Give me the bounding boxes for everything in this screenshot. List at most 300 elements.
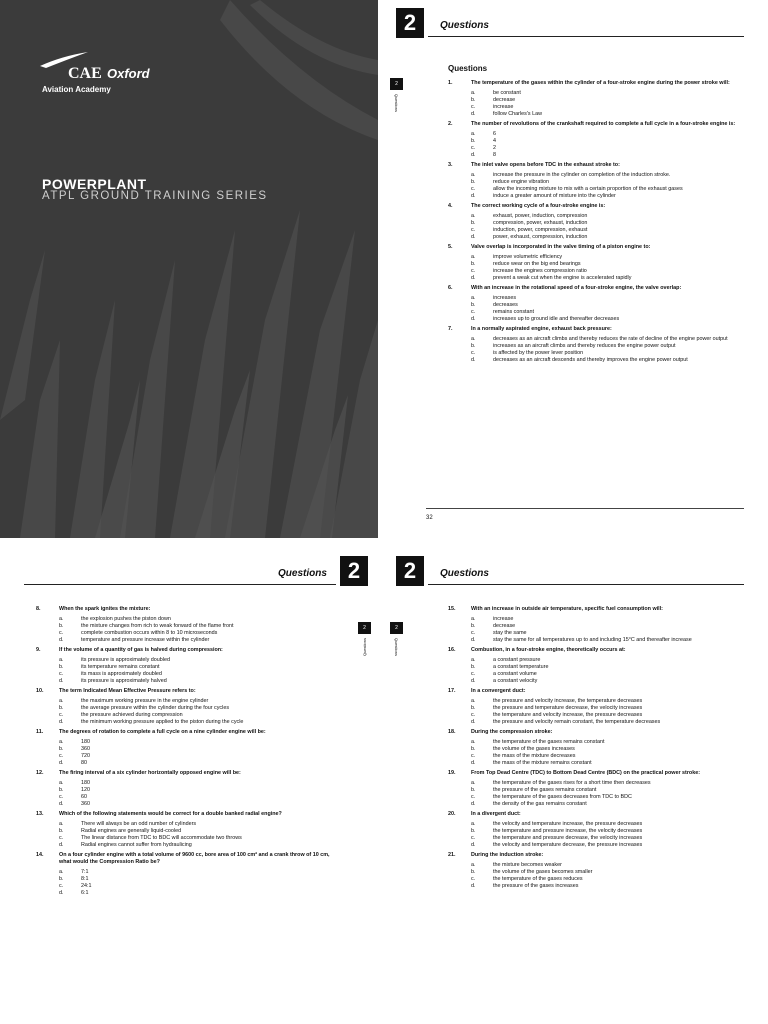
question-number: 5. bbox=[448, 244, 453, 250]
page-questions-15-21 bbox=[388, 548, 768, 1024]
option-letter: a. bbox=[471, 698, 476, 704]
option-text: stay the same bbox=[493, 630, 527, 636]
answer-option bbox=[59, 869, 336, 876]
option-letter: c. bbox=[59, 630, 64, 636]
answer-option bbox=[59, 835, 336, 842]
answer-option bbox=[471, 787, 748, 794]
option-text: the temperature of the gases decreases from TDC to BDC bbox=[493, 794, 632, 800]
answer-option bbox=[471, 193, 744, 200]
answer-option bbox=[471, 678, 748, 685]
option-letter: b. bbox=[471, 261, 476, 267]
question-item bbox=[448, 770, 748, 808]
option-text: 2 bbox=[493, 145, 496, 151]
option-text: the temperature and pressure increase, the velocity decreases bbox=[493, 828, 643, 834]
answer-option bbox=[471, 637, 748, 644]
option-text: induce a greater amount of mixture into the cylinder bbox=[493, 193, 616, 199]
option-text: a constant volume bbox=[493, 671, 537, 677]
question-item bbox=[448, 285, 744, 323]
option-letter: b. bbox=[59, 746, 64, 752]
question-number: 18. bbox=[448, 729, 456, 735]
option-text: reduce wear on the big end bearings bbox=[493, 261, 581, 267]
side-label: Questions bbox=[394, 94, 399, 113]
footer-rule bbox=[426, 508, 744, 509]
answer-option bbox=[471, 179, 744, 186]
question-number: 6. bbox=[448, 285, 453, 291]
answer-option bbox=[471, 261, 744, 268]
answer-option bbox=[471, 145, 744, 152]
option-text: decreases as an aircraft climbs and thereby reduces the rate of decline of the engine power output bbox=[493, 336, 728, 342]
option-text: 8:1 bbox=[81, 876, 89, 882]
option-text: power, exhaust, compression, induction bbox=[493, 234, 588, 240]
option-text: the mixture changes from rich to weak forward of the flame front bbox=[81, 623, 234, 629]
option-text: the velocity and temperature decrease, the pressure increases bbox=[493, 842, 643, 848]
option-letter: b. bbox=[471, 746, 476, 752]
option-letter: a. bbox=[471, 90, 476, 96]
option-text: the maximum working pressure in the engine cylinder bbox=[81, 698, 209, 704]
question-item bbox=[448, 326, 744, 364]
answer-option bbox=[471, 835, 748, 842]
question-number: 7. bbox=[448, 326, 453, 332]
side-tab: 2 bbox=[358, 622, 371, 634]
option-letter: d. bbox=[471, 637, 476, 643]
question-item bbox=[448, 811, 748, 849]
answer-option bbox=[471, 623, 748, 630]
question-text: Valve overlap is incorporated in the valve timing of a piston engine to: bbox=[471, 244, 651, 250]
option-letter: d. bbox=[59, 760, 64, 766]
question-text: The correct working cycle of a four-stroke engine is: bbox=[471, 203, 606, 209]
option-letter: d. bbox=[471, 760, 476, 766]
question-text: In a convergent duct: bbox=[471, 688, 526, 694]
option-text: the volume of the gases increases bbox=[493, 746, 575, 752]
side-label: Questions bbox=[362, 638, 367, 657]
question-number: 13. bbox=[36, 811, 44, 817]
question-list bbox=[448, 606, 748, 893]
header-title: Questions bbox=[440, 20, 489, 31]
option-text: the temperature of the gases remains constant bbox=[493, 739, 605, 745]
option-letter: b. bbox=[471, 343, 476, 349]
option-text: its mass is approximately doubled bbox=[81, 671, 162, 677]
page-number: 32 bbox=[426, 515, 433, 521]
option-text: allow the incoming mixture to mix with a certain proportion of the exhaust gases bbox=[493, 186, 683, 192]
answer-option bbox=[59, 637, 336, 644]
question-list bbox=[448, 80, 744, 367]
option-text: decrease bbox=[493, 97, 516, 103]
option-text: 360 bbox=[81, 746, 90, 752]
option-text: increase bbox=[493, 616, 514, 622]
option-letter: a. bbox=[471, 213, 476, 219]
answer-option bbox=[59, 705, 336, 712]
answer-option bbox=[471, 343, 744, 350]
question-number: 12. bbox=[36, 770, 44, 776]
question-item bbox=[448, 80, 744, 118]
option-text: the temperature of the gases reduces bbox=[493, 876, 583, 882]
option-text: 80 bbox=[81, 760, 87, 766]
option-letter: a. bbox=[59, 616, 64, 622]
cover-title: POWERPLANT bbox=[42, 176, 147, 192]
answer-option bbox=[471, 698, 748, 705]
answer-option bbox=[471, 152, 744, 159]
option-letter: d. bbox=[59, 678, 64, 684]
option-letter: b. bbox=[471, 828, 476, 834]
logo-brand: CAE bbox=[68, 65, 102, 82]
option-letter: c. bbox=[471, 630, 476, 636]
logo-academy: Aviation Academy bbox=[42, 85, 111, 94]
answer-option bbox=[59, 876, 336, 883]
header-rule bbox=[428, 584, 744, 585]
answer-option bbox=[471, 760, 748, 767]
question-text: With an increase in the rotational speed of a four-stroke engine, the valve overlap: bbox=[471, 285, 682, 291]
question-item bbox=[448, 688, 748, 726]
option-letter: c. bbox=[471, 268, 476, 274]
question-item bbox=[448, 729, 748, 767]
page-questions-8-14 bbox=[0, 548, 378, 1024]
question-number: 16. bbox=[448, 647, 456, 653]
option-text: its temperature remains constant bbox=[81, 664, 160, 670]
answer-option bbox=[471, 172, 744, 179]
option-letter: d. bbox=[59, 719, 64, 725]
option-letter: a. bbox=[59, 869, 64, 875]
answer-option bbox=[471, 862, 748, 869]
option-letter: b. bbox=[59, 623, 64, 629]
question-text: With an increase in outside air temperature, specific fuel consumption will: bbox=[471, 606, 663, 612]
option-text: the temperature and velocity increase, the pressure decreases bbox=[493, 712, 643, 718]
answer-option bbox=[471, 630, 748, 637]
answer-option bbox=[471, 876, 748, 883]
answer-option bbox=[471, 186, 744, 193]
answer-option bbox=[471, 883, 748, 890]
answer-option bbox=[471, 97, 744, 104]
answer-option bbox=[471, 739, 748, 746]
answer-option bbox=[59, 753, 336, 760]
option-letter: b. bbox=[59, 876, 64, 882]
option-letter: a. bbox=[59, 698, 64, 704]
option-letter: c. bbox=[471, 671, 476, 677]
answer-option bbox=[471, 705, 748, 712]
option-text: a constant velocity bbox=[493, 678, 538, 684]
option-letter: b. bbox=[59, 787, 64, 793]
option-text: 24:1 bbox=[81, 883, 92, 889]
option-letter: c. bbox=[471, 309, 476, 315]
answer-option bbox=[59, 760, 336, 767]
option-letter: c. bbox=[471, 753, 476, 759]
answer-option bbox=[471, 746, 748, 753]
question-number: 21. bbox=[448, 852, 456, 858]
option-letter: c. bbox=[471, 104, 476, 110]
option-letter: a. bbox=[59, 657, 64, 663]
option-text: the pressure and temperature decrease, the velocity increases bbox=[493, 705, 643, 711]
option-text: 360 bbox=[81, 801, 90, 807]
option-letter: b. bbox=[59, 705, 64, 711]
question-number: 14. bbox=[36, 852, 44, 858]
option-text: the pressure of the gases increases bbox=[493, 883, 579, 889]
answer-option bbox=[59, 780, 336, 787]
option-text: There will always be an odd number of cylinders bbox=[81, 821, 197, 827]
answer-option bbox=[471, 111, 744, 118]
option-text: the mixture becomes weaker bbox=[493, 862, 562, 868]
question-item bbox=[36, 852, 336, 897]
question-item bbox=[36, 770, 336, 808]
question-item bbox=[448, 203, 744, 241]
option-letter: a. bbox=[471, 657, 476, 663]
question-item bbox=[36, 811, 336, 849]
question-number: 8. bbox=[36, 606, 41, 612]
answer-option bbox=[471, 657, 748, 664]
cover-page bbox=[0, 0, 378, 538]
option-letter: b. bbox=[471, 179, 476, 185]
option-text: improve volumetric efficiency bbox=[493, 254, 563, 260]
header-title: Questions bbox=[440, 568, 489, 579]
answer-option bbox=[471, 131, 744, 138]
answer-option bbox=[59, 746, 336, 753]
answer-option bbox=[471, 719, 748, 726]
option-text: 180 bbox=[81, 739, 90, 745]
answer-option bbox=[471, 104, 744, 111]
answer-option bbox=[59, 890, 336, 897]
option-text: compression, power, exhaust, induction bbox=[493, 220, 588, 226]
side-tab: 2 bbox=[390, 622, 403, 634]
question-number: 10. bbox=[36, 688, 44, 694]
option-letter: b. bbox=[471, 664, 476, 670]
answer-option bbox=[471, 664, 748, 671]
option-text: the mass of the mixture decreases bbox=[493, 753, 576, 759]
question-text: The term Indicated Mean Effective Pressure refers to: bbox=[59, 688, 196, 694]
option-text: increases bbox=[493, 295, 517, 301]
option-text: be constant bbox=[493, 90, 521, 96]
option-text: its pressure is approximately doubled bbox=[81, 657, 170, 663]
option-text: The linear distance from TDC to BDC will accommodate two throws bbox=[81, 835, 242, 841]
answer-option bbox=[59, 616, 336, 623]
side-label: Questions bbox=[394, 638, 399, 657]
header-rule bbox=[428, 36, 744, 37]
answer-option bbox=[59, 630, 336, 637]
option-letter: d. bbox=[471, 357, 476, 363]
option-text: increase the pressure in the cylinder on completion of the induction stroke. bbox=[493, 172, 671, 178]
answer-option bbox=[471, 316, 744, 323]
option-text: the pressure and velocity increase, the temperature decreases bbox=[493, 698, 643, 704]
answer-option bbox=[471, 138, 744, 145]
option-letter: a. bbox=[59, 821, 64, 827]
option-letter: d. bbox=[59, 801, 64, 807]
option-letter: d. bbox=[471, 275, 476, 281]
option-text: 8 bbox=[493, 152, 496, 158]
option-text: reduce engine vibration bbox=[493, 179, 550, 185]
question-number: 9. bbox=[36, 647, 41, 653]
option-letter: a. bbox=[471, 131, 476, 137]
answer-option bbox=[471, 213, 744, 220]
option-text: stay the same for all temperatures up to and including 15°C and thereafter increase bbox=[493, 637, 692, 643]
answer-option bbox=[59, 794, 336, 801]
option-letter: c. bbox=[471, 145, 476, 151]
answer-option bbox=[471, 227, 744, 234]
option-text: 6:1 bbox=[81, 890, 89, 896]
question-text: When the spark ignites the mixture: bbox=[59, 606, 151, 612]
option-text: increase bbox=[493, 104, 514, 110]
option-text: a constant pressure bbox=[493, 657, 541, 663]
option-letter: b. bbox=[471, 220, 476, 226]
option-letter: b. bbox=[471, 705, 476, 711]
option-letter: c. bbox=[471, 876, 476, 882]
option-letter: d. bbox=[471, 883, 476, 889]
question-number: 1. bbox=[448, 80, 453, 86]
option-text: the pressure of the gases remains constant bbox=[493, 787, 597, 793]
question-text: The number of revolutions of the crankshaft required to complete a full cycle in a four-stroke engine is: bbox=[471, 121, 736, 127]
side-tab: 2 bbox=[390, 78, 403, 90]
option-text: 4 bbox=[493, 138, 496, 144]
option-letter: c. bbox=[471, 794, 476, 800]
question-item bbox=[448, 244, 744, 282]
answer-option bbox=[471, 869, 748, 876]
question-number: 20. bbox=[448, 811, 456, 817]
option-text: the velocity and temperature increase, the pressure decreases bbox=[493, 821, 643, 827]
option-text: 720 bbox=[81, 753, 90, 759]
option-text: increases as an aircraft climbs and thereby reduces the engine power output bbox=[493, 343, 676, 349]
option-letter: d. bbox=[471, 719, 476, 725]
answer-option bbox=[471, 309, 744, 316]
option-letter: c. bbox=[471, 186, 476, 192]
answer-option bbox=[471, 350, 744, 357]
answer-option bbox=[471, 821, 748, 828]
chapter-number: 2 bbox=[340, 556, 368, 586]
answer-option bbox=[59, 883, 336, 890]
option-letter: b. bbox=[471, 623, 476, 629]
answer-option bbox=[471, 801, 748, 808]
answer-option bbox=[471, 234, 744, 241]
question-number: 17. bbox=[448, 688, 456, 694]
page-questions-1-7 bbox=[388, 0, 768, 538]
question-number: 19. bbox=[448, 770, 456, 776]
option-letter: d. bbox=[59, 637, 64, 643]
answer-option bbox=[59, 828, 336, 835]
option-letter: a. bbox=[471, 295, 476, 301]
option-letter: a. bbox=[59, 739, 64, 745]
question-text: The degrees of rotation to complete a full cycle on a nine cylinder engine will be: bbox=[59, 729, 266, 735]
option-letter: c. bbox=[471, 712, 476, 718]
option-text: the mass of the mixture remains constant bbox=[493, 760, 592, 766]
option-letter: d. bbox=[471, 678, 476, 684]
option-text: complete combustion occurs within 8 to 10 microseconds bbox=[81, 630, 218, 636]
option-letter: c. bbox=[59, 712, 64, 718]
section-title: Questions bbox=[448, 64, 488, 73]
question-item bbox=[36, 729, 336, 767]
answer-option bbox=[59, 739, 336, 746]
header-title: Questions bbox=[278, 568, 327, 579]
option-letter: b. bbox=[59, 664, 64, 670]
question-text: During the compression stroke: bbox=[471, 729, 553, 735]
option-letter: d. bbox=[59, 842, 64, 848]
option-letter: a. bbox=[471, 862, 476, 868]
option-letter: c. bbox=[471, 227, 476, 233]
answer-option bbox=[59, 623, 336, 630]
option-letter: c. bbox=[59, 835, 64, 841]
question-text: Which of the following statements would be correct for a double banked radial engine? bbox=[59, 811, 282, 817]
option-text: 120 bbox=[81, 787, 90, 793]
option-letter: d. bbox=[471, 842, 476, 848]
option-letter: c. bbox=[59, 883, 64, 889]
option-text: follow Charles's Law bbox=[493, 111, 542, 117]
option-letter: d. bbox=[471, 234, 476, 240]
logo-oxford: Oxford bbox=[107, 66, 150, 81]
answer-option bbox=[59, 698, 336, 705]
answer-option bbox=[471, 254, 744, 261]
option-letter: b. bbox=[59, 828, 64, 834]
option-letter: a. bbox=[471, 254, 476, 260]
option-text: 60 bbox=[81, 794, 87, 800]
option-text: the minimum working pressure applied to the piston during the cycle bbox=[81, 719, 244, 725]
question-number: 11. bbox=[36, 729, 44, 735]
option-text: is affected by the power lever position bbox=[493, 350, 584, 356]
option-letter: c. bbox=[471, 835, 476, 841]
option-text: 180 bbox=[81, 780, 90, 786]
question-item bbox=[448, 852, 748, 890]
option-text: increases up to ground idle and thereafter decreases bbox=[493, 316, 620, 322]
answer-option bbox=[59, 664, 336, 671]
option-letter: c. bbox=[59, 753, 64, 759]
option-letter: a. bbox=[471, 780, 476, 786]
cover-subtitle: ATPL GROUND TRAINING SERIES bbox=[42, 190, 268, 202]
option-letter: b. bbox=[471, 869, 476, 875]
answer-option bbox=[471, 90, 744, 97]
answer-option bbox=[59, 801, 336, 808]
option-text: the average pressure within the cylinder during the four cycles bbox=[81, 705, 230, 711]
question-item bbox=[36, 606, 336, 644]
option-text: the explosion pushes the piston down bbox=[81, 616, 171, 622]
option-text: Radial engines cannot suffer from hydraulicing bbox=[81, 842, 192, 848]
question-number: 2. bbox=[448, 121, 453, 127]
question-number: 3. bbox=[448, 162, 453, 168]
answer-option bbox=[59, 821, 336, 828]
option-text: the pressure and velocity remain constant, the temperature decreases bbox=[493, 719, 661, 725]
option-letter: c. bbox=[59, 794, 64, 800]
answer-option bbox=[471, 794, 748, 801]
option-letter: a. bbox=[471, 616, 476, 622]
question-item bbox=[448, 606, 748, 644]
option-letter: a. bbox=[471, 336, 476, 342]
option-letter: d. bbox=[471, 193, 476, 199]
option-letter: d. bbox=[59, 890, 64, 896]
question-text: In a divergent duct: bbox=[471, 811, 521, 817]
chapter-number: 2 bbox=[396, 556, 424, 586]
option-text: Radial engines are generally liquid-cooled bbox=[81, 828, 182, 834]
option-text: temperature and pressure increase within the cylinder bbox=[81, 637, 210, 643]
answer-option bbox=[471, 302, 744, 309]
question-item bbox=[36, 688, 336, 726]
answer-option bbox=[59, 842, 336, 849]
answer-option bbox=[59, 678, 336, 685]
option-text: increase the engines compression ratio bbox=[493, 268, 587, 274]
option-text: a constant temperature bbox=[493, 664, 549, 670]
option-text: decreases bbox=[493, 302, 518, 308]
answer-option bbox=[471, 336, 744, 343]
question-item bbox=[448, 121, 744, 159]
question-item bbox=[448, 647, 748, 685]
question-text: The firing interval of a six cylinder horizontally opposed engine will be: bbox=[59, 770, 241, 776]
option-letter: b. bbox=[471, 302, 476, 308]
option-text: the density of the gas remains constant bbox=[493, 801, 587, 807]
answer-option bbox=[59, 787, 336, 794]
chapter-number: 2 bbox=[396, 8, 424, 38]
option-letter: b. bbox=[471, 138, 476, 144]
answer-option bbox=[471, 828, 748, 835]
question-text: Combustion, in a four-stroke engine, theoretically occurs at: bbox=[471, 647, 626, 653]
question-list bbox=[36, 606, 336, 900]
question-item bbox=[36, 647, 336, 685]
option-text: prevent a weak cut when the engine is accelerated rapidly bbox=[493, 275, 632, 281]
question-text: During the induction stroke: bbox=[471, 852, 544, 858]
question-number: 15. bbox=[448, 606, 456, 612]
question-text: The inlet valve opens before TDC in the exhaust stroke to: bbox=[471, 162, 620, 168]
answer-option bbox=[471, 220, 744, 227]
option-text: 7:1 bbox=[81, 869, 89, 875]
